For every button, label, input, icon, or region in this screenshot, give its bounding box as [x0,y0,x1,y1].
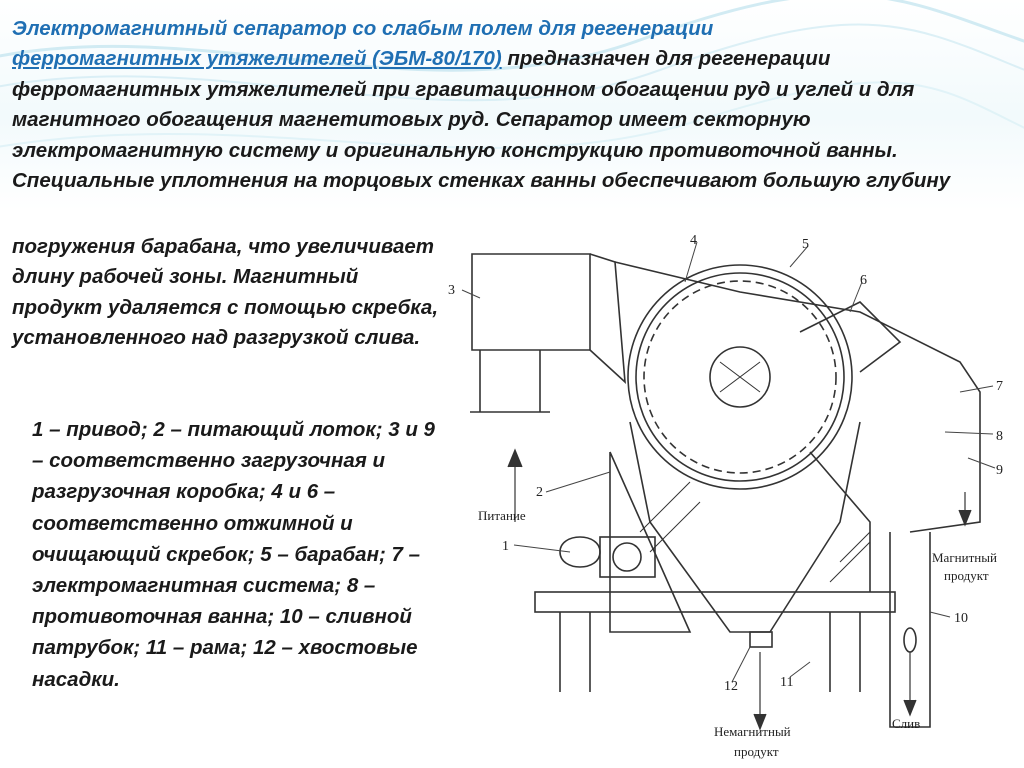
intro-continuation: предназначен для регенерации ферромагнитных утяжелителей при гравитационном обогащении руд и углей и для магнитного обогащения магнетитовых руд. Сепаратор имеет секторную электромагнитную систему и оригинальную конструкцию противоточной ванны. Специальные уплотнения на торцовых стенках ванны обеспечивают большую глубину [12,47,951,193]
label-11: 11 [780,675,794,690]
label-magnetic-1: Магнитный [932,550,997,565]
label-overflow: Слив [892,716,921,731]
label-7: 7 [996,379,1003,394]
label-3: 3 [448,283,455,298]
label-9: 9 [996,463,1003,478]
label-12: 12 [724,679,738,694]
label-2: 2 [536,485,543,500]
label-magnetic-2: продукт [944,568,989,583]
label-nonmagnetic-1: Немагнитный [714,724,791,739]
leader-lines [462,242,995,682]
label-4: 4 [690,233,697,248]
label-10: 10 [954,611,968,626]
wrap-paragraph: погружения барабана, что увеличивает длину рабочей зоны. Магнитный продукт удаляется с помощью скребка, установленного над разгрузкой слива. [12,235,439,350]
arrows [508,450,971,729]
legend-paragraph: 1 – привод; 2 – питающий лоток; 3 и 9 – соответственно загрузочная и разгрузочная коробка; 4 и 6 – соответственно отжимной и очищающий скребок; 5 – барабан; 7 – электромагнитная система; 8 – противоточная ванна; 10 – сливной патрубок; 11 – рама; 12 – хвостовые насадки. [32,418,435,691]
label-6: 6 [860,273,867,288]
intro-paragraph [12,14,1012,196]
diagram-body [470,254,980,727]
label-nonmagnetic-2: продукт [734,744,779,759]
label-8: 8 [996,429,1003,444]
separator-drawing [440,222,1024,768]
label-1: 1 [502,539,509,554]
separator-diagram [440,222,1024,768]
title-line-2-text: ферромагнитных утяжелителей (ЭБМ-80/170) [12,47,502,71]
label-5: 5 [802,237,809,252]
label-feed: Питание [478,508,526,523]
title-line-2 [12,47,502,70]
title-line-1: Электромагнитный сепаратор со слабым полем для регенерации [12,17,714,40]
